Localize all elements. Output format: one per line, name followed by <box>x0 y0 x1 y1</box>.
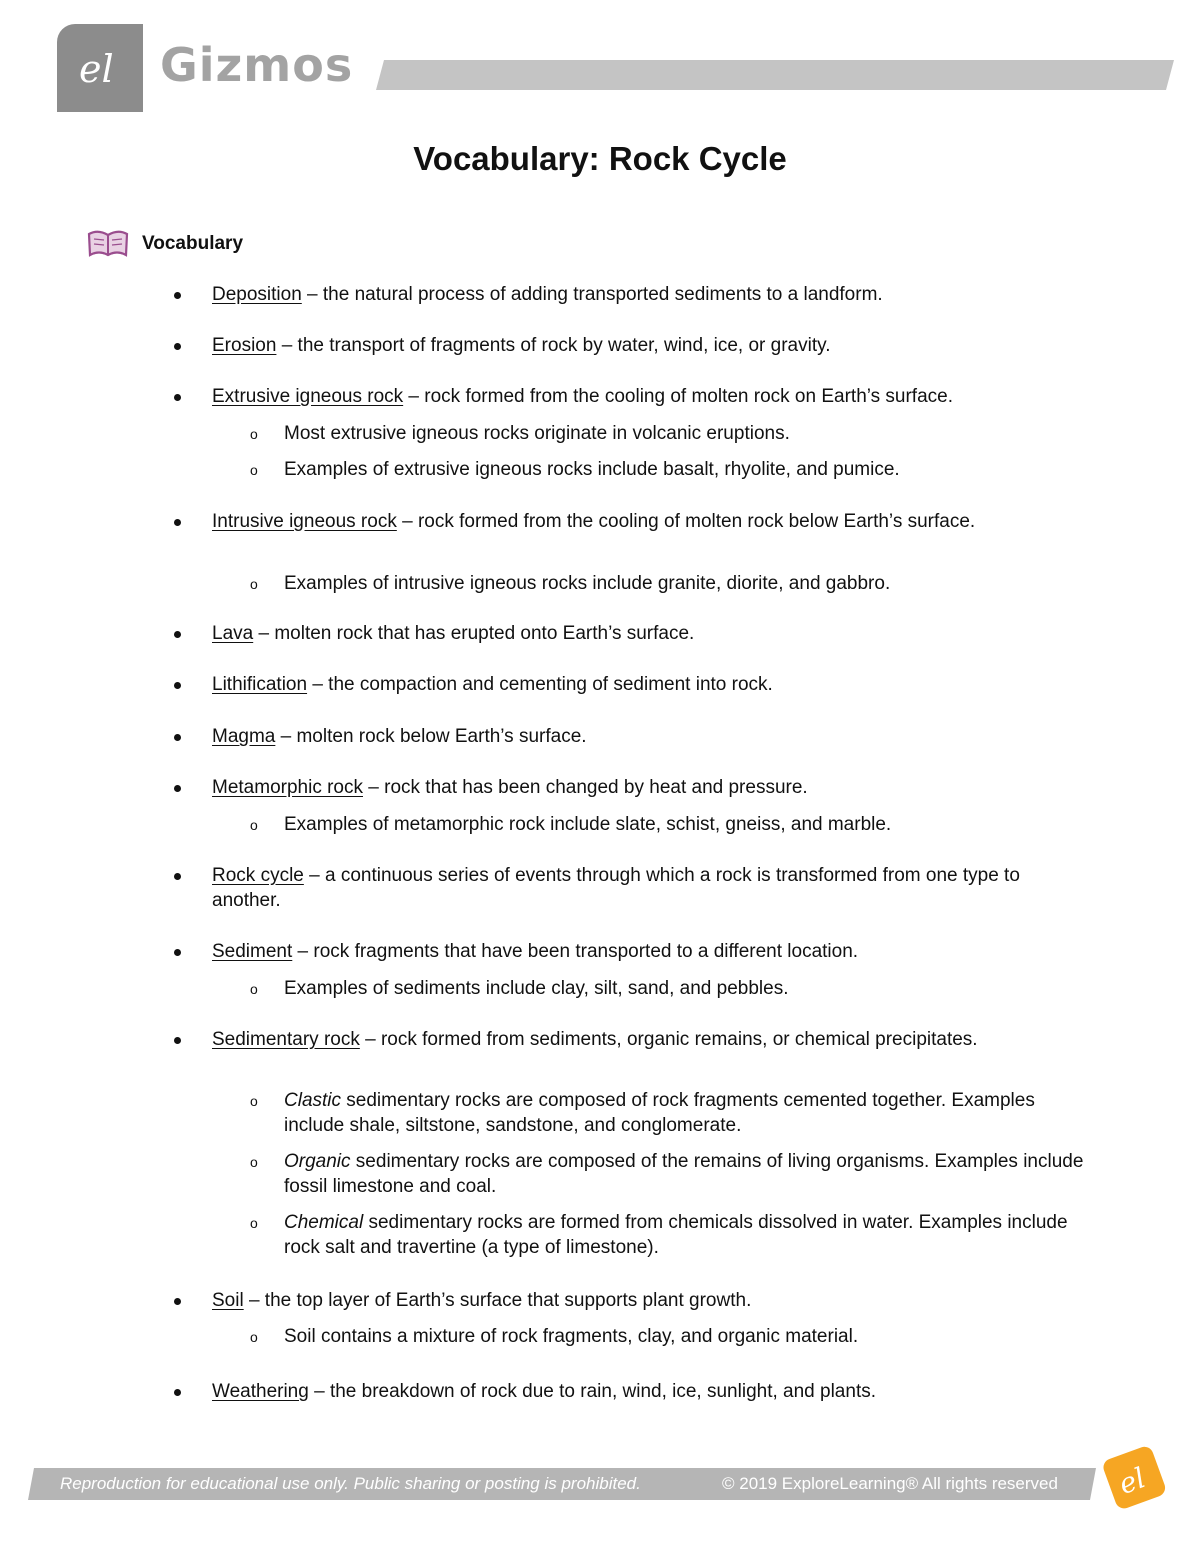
section-label: Vocabulary <box>142 233 244 254</box>
vocab-term: Weathering <box>212 1381 309 1402</box>
sub-bullet-icon: o <box>250 981 258 997</box>
bullet-icon <box>174 1037 181 1044</box>
vocab-term: Sedimentary rock <box>212 1029 360 1050</box>
bullet-icon <box>174 519 181 526</box>
subitem-text: Soil contains a mixture of rock fragments, clay, and organic material. <box>284 1326 859 1347</box>
vocab-definition: – molten rock below Earth’s surface. <box>275 726 587 747</box>
subitem-text: Examples of intrusive igneous rocks include granite, diorite, and gabbro. <box>284 573 891 594</box>
subitem-text: Examples of sediments include clay, silt, sand, and pebbles. <box>284 978 789 999</box>
vocab-text <box>212 282 1082 307</box>
sub-bullet-icon: o <box>250 817 258 833</box>
vocab-term: Lithification <box>212 674 308 695</box>
vocab-term: Rock cycle <box>212 865 304 886</box>
bullet-icon <box>174 734 181 741</box>
footer-notice: Reproduction for educational use only. Public sharing or posting is prohibited. <box>60 1474 641 1493</box>
footer-copyright: © 2019 ExploreLearning® All rights reserved <box>722 1474 1058 1493</box>
explorelearning-corner-logo-icon <box>1096 1440 1170 1514</box>
bullet-icon <box>174 1298 181 1305</box>
subitem-body: sedimentary rocks are composed of rock fragments cemented together. Examples include shale, siltstone, sandstone, and conglomerate. <box>284 1090 1035 1136</box>
vocab-text <box>212 863 1082 913</box>
vocab-definition: – a continuous series of events through which a rock is transformed from one type to another. <box>212 865 1020 911</box>
header-bar <box>376 60 1176 90</box>
subitem-text <box>284 1210 1084 1260</box>
vocab-definition: – the breakdown of rock due to rain, wind, ice, sunlight, and plants. <box>308 1381 876 1402</box>
vocab-text <box>212 1288 1082 1313</box>
vocab-text <box>212 621 1082 646</box>
vocab-text <box>212 509 1082 534</box>
vocab-definition: – the natural process of adding transported sediments to a landform. <box>301 284 883 305</box>
sub-bullet-icon: o <box>250 1154 258 1170</box>
vocab-definition: – rock that has been changed by heat and pressure. <box>363 777 808 798</box>
bullet-icon <box>174 949 181 956</box>
brand-name: Gizmos <box>160 38 354 92</box>
vocab-term: Intrusive igneous rock <box>212 511 397 532</box>
sub-bullet-icon: o <box>250 1093 258 1109</box>
bullet-icon <box>174 292 181 299</box>
bullet-icon <box>174 343 181 350</box>
vocab-text <box>212 672 1082 697</box>
sub-bullet-icon: o <box>250 576 258 592</box>
vocab-text <box>212 384 1082 409</box>
bullet-icon <box>174 682 181 689</box>
vocab-definition: – the compaction and cementing of sediment into rock. <box>307 674 773 695</box>
sub-bullet-icon: o <box>250 462 258 478</box>
vocab-definition: – the top layer of Earth’s surface that supports plant growth. <box>243 1290 752 1311</box>
sub-bullet-icon: o <box>250 1215 258 1231</box>
vocab-term: Soil <box>212 1290 244 1311</box>
bullet-icon <box>174 785 181 792</box>
vocab-definition: – rock formed from sediments, organic remains, or chemical precipitates. <box>359 1029 978 1050</box>
vocab-text <box>212 1379 1082 1404</box>
subitem-text: Examples of extrusive igneous rocks include basalt, rhyolite, and pumice. <box>284 459 900 480</box>
subitem-emphasis: Chemical <box>284 1212 364 1233</box>
explorelearning-logo-icon <box>57 24 143 112</box>
bullet-icon <box>174 394 181 401</box>
vocab-definition: – rock fragments that have been transported to a different location. <box>292 941 859 962</box>
vocab-term: Sediment <box>212 941 293 962</box>
vocab-term: Lava <box>212 623 254 644</box>
vocab-definition: – the transport of fragments of rock by water, wind, ice, or gravity. <box>276 335 831 356</box>
logo-text: el <box>79 47 114 91</box>
bullet-icon <box>174 1389 181 1396</box>
subitem-text: Examples of metamorphic rock include slate, schist, gneiss, and marble. <box>284 814 892 835</box>
subitem-text <box>284 1149 1084 1199</box>
vocab-term: Deposition <box>212 284 302 305</box>
vocab-text <box>212 724 1082 749</box>
book-icon <box>86 226 130 260</box>
bullet-icon <box>174 873 181 880</box>
subitem-emphasis: Organic <box>284 1151 351 1172</box>
bullet-icon <box>174 631 181 638</box>
vocab-definition: – rock formed from the cooling of molten rock below Earth’s surface. <box>396 511 976 532</box>
vocab-text <box>212 775 1082 800</box>
vocab-term: Erosion <box>212 335 277 356</box>
vocab-definition: – molten rock that has erupted onto Earth’s surface. <box>253 623 695 644</box>
page-title: Vocabulary: Rock Cycle <box>413 140 787 177</box>
subitem-text: Most extrusive igneous rocks originate in volcanic eruptions. <box>284 423 790 444</box>
vocab-text <box>212 939 1082 964</box>
subitem-body: sedimentary rocks are formed from chemicals dissolved in water. Examples include rock salt and travertine (a type of limestone). <box>284 1212 1068 1258</box>
vocab-definition: – rock formed from the cooling of molten rock on Earth’s surface. <box>403 386 953 407</box>
subitem-emphasis: Clastic <box>284 1090 342 1111</box>
vocab-term: Magma <box>212 726 276 747</box>
svg-text:el: el <box>1114 1461 1150 1501</box>
vocab-text <box>212 333 1082 358</box>
subitem-text <box>284 1088 1084 1138</box>
vocab-text <box>212 1027 1082 1052</box>
sub-bullet-icon: o <box>250 426 258 442</box>
sub-bullet-icon: o <box>250 1329 258 1345</box>
vocab-term: Extrusive igneous rock <box>212 386 404 407</box>
vocab-term: Metamorphic rock <box>212 777 363 798</box>
subitem-body: sedimentary rocks are composed of the remains of living organisms. Examples include fossil limestone and coal. <box>284 1151 1084 1197</box>
